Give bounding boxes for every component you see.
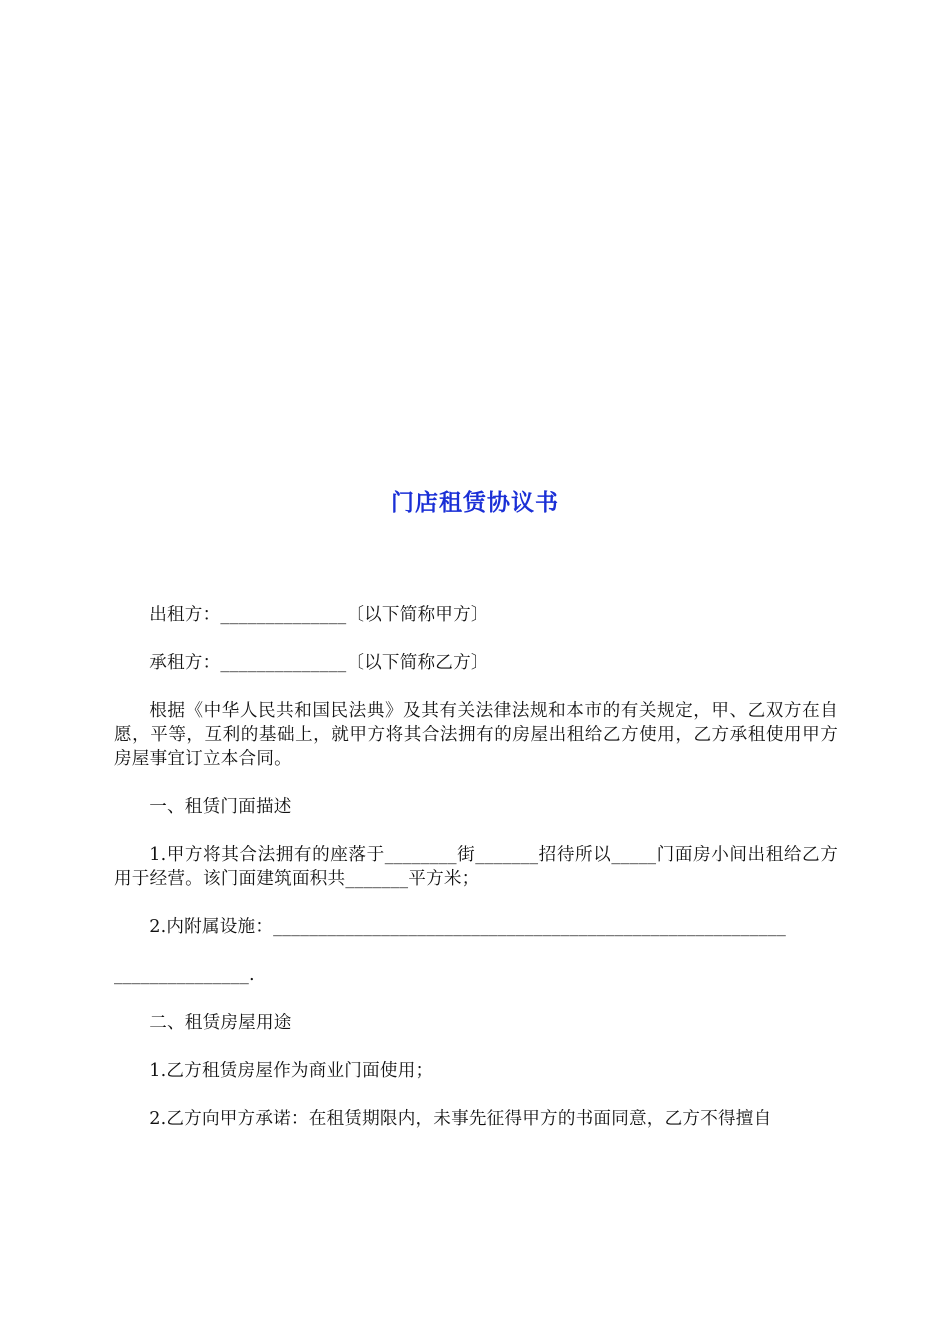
section-1-item-1: 1.甲方将其合法拥有的座落于________街_______招待所以_____门面房小间出租给乙方用于经营。该门面建筑面积共_______平方米；	[114, 845, 838, 889]
lessor-line: 出租方：______________〔以下简称甲方〕	[149, 605, 489, 625]
section-1-heading: 一、租赁门面描述	[149, 797, 292, 817]
section-2-heading: 二、租赁房屋用途	[149, 1013, 292, 1033]
preamble-paragraph: 根据《中华人民共和国民法典》及其有关法律法规和本市的有关规定，甲、乙双方在自愿，平等，互利的基础上，就甲方将其合法拥有的房屋出租给乙方使用，乙方承租使用甲方房屋事宜订立本合同。	[114, 701, 838, 769]
section-2-item-1: 1.乙方租赁房屋作为商业门面使用；	[149, 1061, 434, 1081]
section-1-item-2-line-1: 2.内附属设施：_________________________________________________________	[149, 917, 786, 937]
section-1-item-2-continuation: _______________.	[114, 965, 255, 985]
document-body	[114, 603, 838, 1155]
lessee-line: 承租方：______________〔以下简称乙方〕	[149, 653, 489, 673]
section-1-item-2	[114, 915, 838, 939]
section-2-item-2: 2.乙方向甲方承诺：在租赁期限内，未事先征得甲方的书面同意，乙方不得擅自	[149, 1109, 772, 1129]
document-title: 门店租赁协议书	[391, 489, 559, 516]
